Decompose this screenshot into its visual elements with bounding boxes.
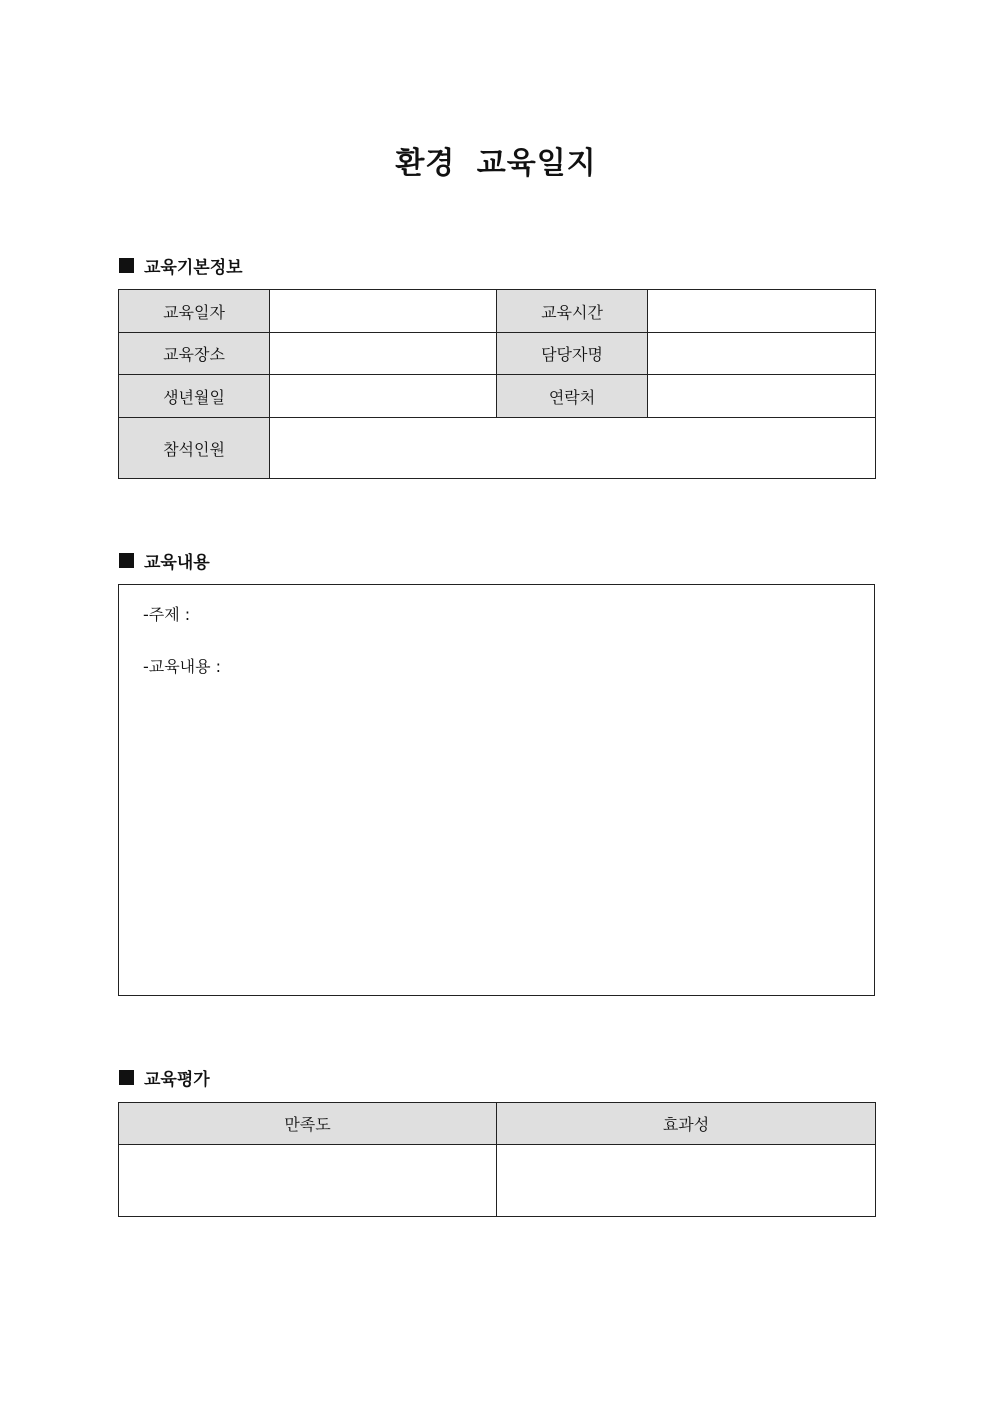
section-heading-label: 교육기본정보 (144, 257, 243, 278)
table-row (119, 418, 876, 479)
education-date-field[interactable] (270, 290, 497, 333)
contact-field[interactable] (648, 375, 876, 418)
evaluation-table (118, 1102, 876, 1217)
effectiveness-label: 효과성 (497, 1103, 876, 1145)
topic-line: -주제 : (143, 605, 191, 624)
section-heading-label: 교육평가 (144, 1069, 210, 1090)
effectiveness-field[interactable] (497, 1145, 876, 1217)
education-place-label: 교육장소 (119, 333, 270, 375)
black-square-icon (119, 1070, 134, 1085)
attendees-field[interactable] (270, 418, 876, 479)
page-title: 환경 교육일지 (395, 146, 597, 181)
education-content-box[interactable] (118, 584, 875, 996)
section-heading-evaluation (119, 1066, 210, 1088)
education-time-field[interactable] (648, 290, 876, 333)
table-row (119, 1145, 876, 1217)
education-date-label: 교육일자 (119, 290, 270, 333)
black-square-icon (119, 553, 134, 568)
education-time-label: 교육시간 (497, 290, 648, 333)
contact-label: 연락처 (497, 375, 648, 418)
satisfaction-label: 만족도 (119, 1103, 497, 1145)
basic-info-table (118, 289, 876, 479)
manager-name-label: 담당자명 (497, 333, 648, 375)
birthdate-label: 생년월일 (119, 375, 270, 418)
satisfaction-field[interactable] (119, 1145, 497, 1217)
section-heading-basic-info (119, 254, 243, 276)
table-row (119, 1103, 876, 1145)
content-line: -교육내용 : (143, 657, 222, 676)
education-place-field[interactable] (270, 333, 497, 375)
birthdate-field[interactable] (270, 375, 497, 418)
table-row (119, 333, 876, 375)
manager-name-field[interactable] (648, 333, 876, 375)
section-heading-content (119, 549, 210, 571)
table-row (119, 375, 876, 418)
black-square-icon (119, 258, 134, 273)
attendees-label: 참석인원 (119, 418, 270, 479)
table-row (119, 290, 876, 333)
section-heading-label: 교육내용 (144, 552, 210, 573)
